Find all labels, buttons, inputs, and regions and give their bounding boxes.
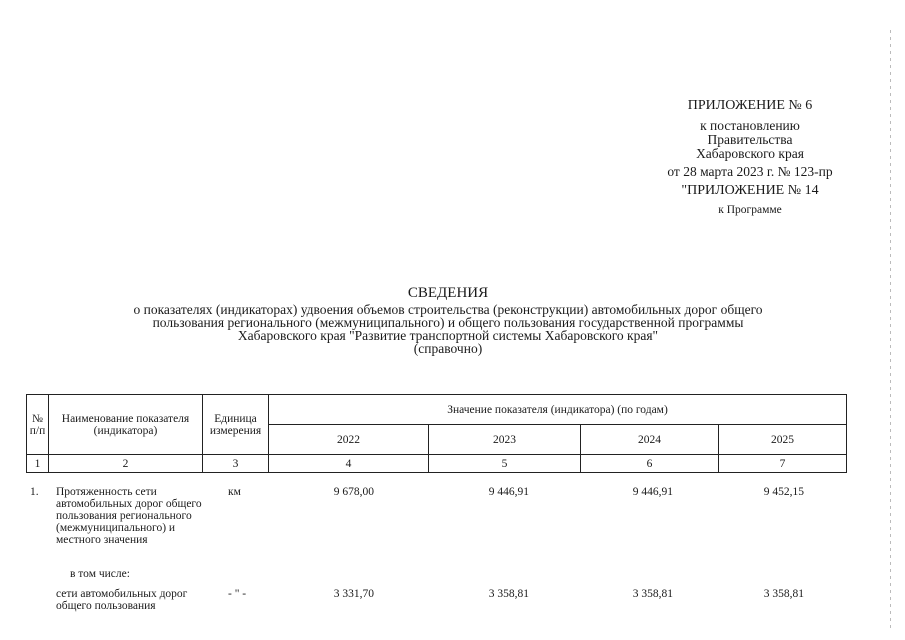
year-header: 2025 bbox=[719, 425, 847, 455]
row-value-2024: 9 446,91 bbox=[632, 486, 673, 498]
year-header: 2024 bbox=[581, 425, 719, 455]
indicators-table bbox=[26, 394, 847, 473]
header-line-3: Хабаровского края bbox=[696, 146, 804, 161]
including-label: в том числе: bbox=[70, 568, 130, 580]
index-cell: 6 bbox=[581, 455, 719, 473]
index-cell: 5 bbox=[429, 455, 581, 473]
header-line-1: к постановлению bbox=[700, 118, 800, 133]
row-value-2023: 9 446,91 bbox=[488, 486, 529, 498]
subrow-value-2024: 3 358,81 bbox=[632, 588, 673, 600]
subtitle-line-1: о показателях (индикаторах) удвоения объемов строительства (реконструкции) автомобильных дорог общего bbox=[133, 302, 763, 317]
appendix-label-2: "ПРИЛОЖЕНИЕ № 14 bbox=[681, 183, 819, 198]
index-cell: 3 bbox=[203, 455, 269, 473]
subtitle-line-3: Хабаровского края "Развитие транспортной системы Хабаровского края" bbox=[237, 328, 659, 343]
page-title: СВЕДЕНИЯ bbox=[407, 285, 489, 301]
year-header: 2023 bbox=[429, 425, 581, 455]
subrow-name: сети автомобильных дорог общего пользования bbox=[56, 588, 188, 612]
page-edge-line bbox=[890, 30, 891, 630]
year-header: 2022 bbox=[269, 425, 429, 455]
row-unit: км bbox=[228, 486, 241, 498]
header-line-4: от 28 марта 2023 г. № 123-пр bbox=[667, 164, 833, 179]
header-line-2: Правительства bbox=[707, 132, 793, 147]
subrow-unit: - " - bbox=[228, 588, 247, 600]
row-name: Протяженность сети автомобильных дорог общего пользования регионального (межмуниципального) и местного значения bbox=[56, 486, 202, 546]
subtitle-line-2: пользования регионального (межмуниципального) и общего пользования государственной программы bbox=[152, 315, 744, 330]
index-cell: 4 bbox=[269, 455, 429, 473]
column-header-unit: Единица измерения bbox=[203, 395, 269, 455]
subrow-value-2025: 3 358,81 bbox=[763, 588, 804, 600]
header-line-5: к Программе bbox=[718, 204, 782, 216]
column-header-number: № п/п bbox=[27, 395, 49, 455]
index-cell: 7 bbox=[719, 455, 847, 473]
index-cell: 1 bbox=[27, 455, 49, 473]
column-header-values: Значение показателя (индикатора) (по годам) bbox=[269, 395, 847, 425]
subtitle-line-4: (справочно) bbox=[413, 341, 483, 356]
subrow-value-2022: 3 331,70 bbox=[333, 588, 374, 600]
row-value-2022: 9 678,00 bbox=[333, 486, 374, 498]
index-cell: 2 bbox=[49, 455, 203, 473]
row-number: 1. bbox=[30, 486, 39, 498]
row-value-2025: 9 452,15 bbox=[763, 486, 804, 498]
subrow-value-2023: 3 358,81 bbox=[488, 588, 529, 600]
column-header-name: Наименование показателя (индикатора) bbox=[49, 395, 203, 455]
appendix-label: ПРИЛОЖЕНИЕ № 6 bbox=[687, 98, 813, 113]
